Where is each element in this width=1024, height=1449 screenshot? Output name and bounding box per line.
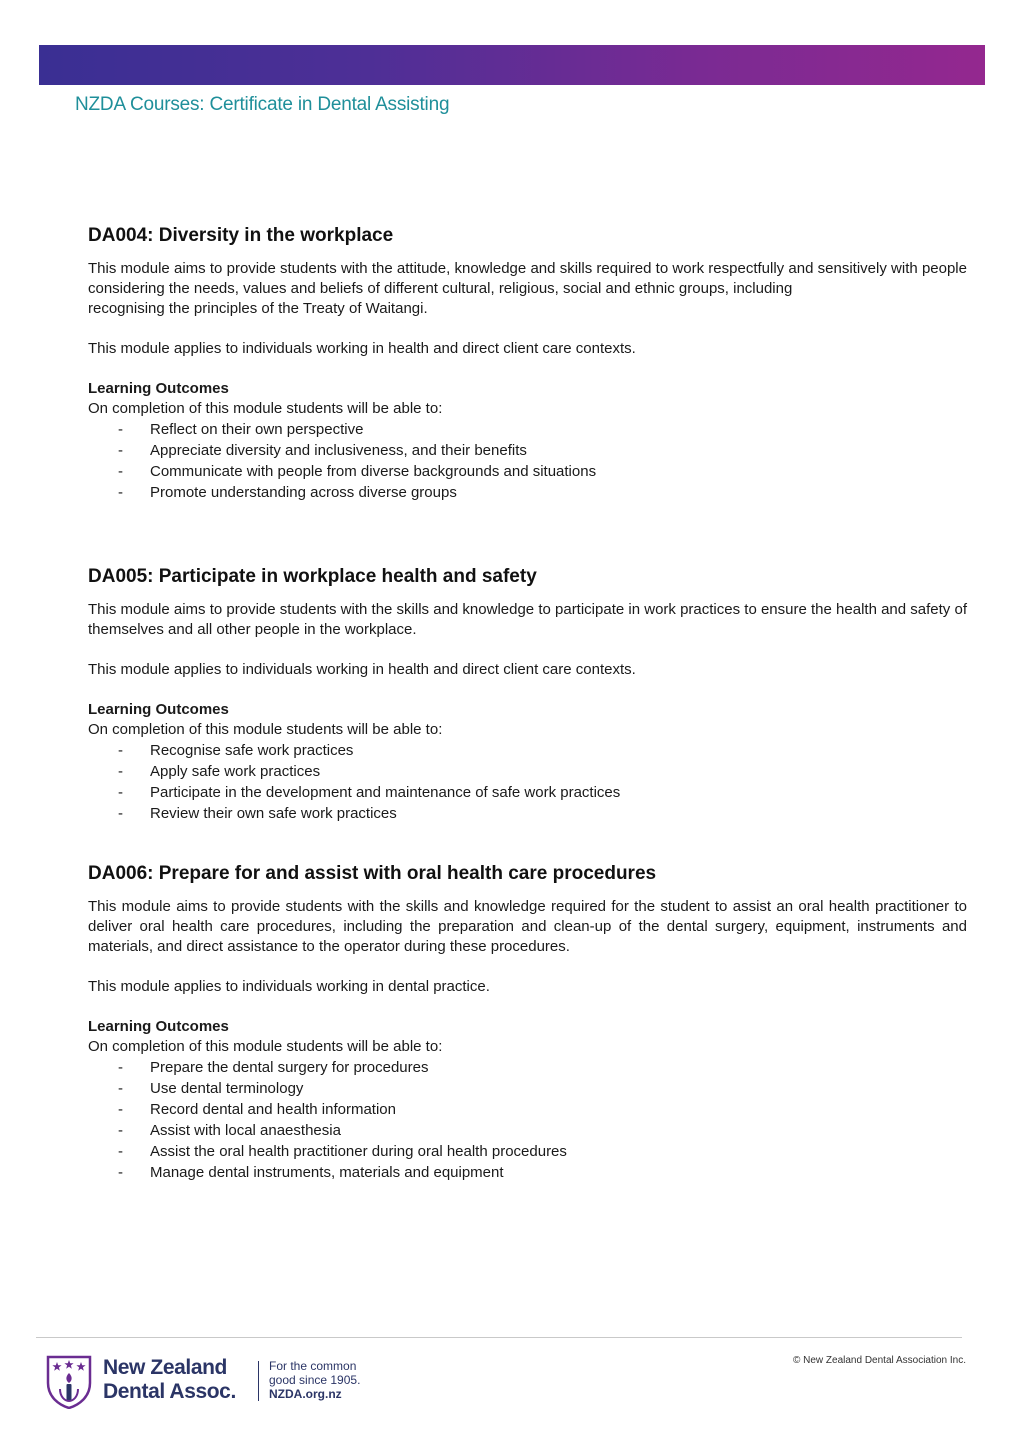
module-description <box>88 259 967 319</box>
outcome-item: - Recognise safe work practices <box>118 742 354 759</box>
learning-outcomes-title: Learning Outcomes <box>88 701 229 718</box>
outcomes-list <box>88 740 967 824</box>
outcome-item: - Appreciate diversity and inclusiveness, and their benefits <box>118 442 527 459</box>
module-applies: This module applies to individuals working in health and direct client care contexts. <box>88 661 636 678</box>
description-line: This module aims to provide students with the attitude, knowledge and skills required to work respectfully and sensitively with people considering the needs, values and beliefs of different cultural, religious, social and ethnic groups, including <box>88 260 967 297</box>
learning-outcomes-intro: On completion of this module students will be able to: <box>88 721 443 738</box>
logo-wordmark: New Zealand Dental Assoc. <box>103 1356 236 1403</box>
module-description: This module aims to provide students with the skills and knowledge to participate in work practices to ensure the health and safety of themselves and all other people in the workplace. <box>88 601 967 638</box>
module-heading: DA006: Prepare for and assist with oral health care procedures <box>88 863 657 884</box>
outcomes-list <box>88 419 967 503</box>
footer-divider <box>36 1337 962 1338</box>
outcome-item: - Prepare the dental surgery for procedures <box>118 1059 429 1076</box>
outcome-item: - Record dental and health information <box>118 1101 396 1118</box>
module-applies: This module applies to individuals working in health and direct client care contexts. <box>88 340 636 357</box>
outcome-item: - Participate in the development and maintenance of safe work practices <box>118 784 621 801</box>
module-heading: DA005: Participate in workplace health and safety <box>88 566 537 587</box>
description-line: recognising the principles of the Treaty of Waitangi. <box>88 300 428 317</box>
nzda-logo <box>45 1353 365 1411</box>
module-heading: DA004: Diversity in the workplace <box>88 225 394 246</box>
outcome-item: - Manage dental instruments, materials and equipment <box>118 1164 504 1181</box>
document-title: NZDA Courses: Certificate in Dental Assisting <box>75 94 450 115</box>
copyright-notice: © New Zealand Dental Association Inc. <box>792 1355 966 1366</box>
outcome-item: - Communicate with people from diverse backgrounds and situations <box>118 463 597 480</box>
module-da004 <box>88 225 967 503</box>
learning-outcomes-title: Learning Outcomes <box>88 1018 229 1035</box>
module-da005 <box>88 566 967 824</box>
outcome-item: - Review their own safe work practices <box>118 805 397 822</box>
website-link[interactable]: NZDA.org.nz <box>269 1387 342 1401</box>
outcome-item: - Use dental terminology <box>118 1080 304 1097</box>
nzda-shield-torch-stars-icon <box>45 1353 93 1409</box>
module-da006 <box>88 863 967 1183</box>
outcome-item: - Assist with local anaesthesia <box>118 1122 341 1139</box>
logo-tagline: For the common good since 1905. NZDA.org.nz <box>269 1359 361 1401</box>
outcome-item: - Promote understanding across diverse groups <box>118 484 457 501</box>
learning-outcomes-title: Learning Outcomes <box>88 380 229 397</box>
learning-outcomes-intro: On completion of this module students will be able to: <box>88 400 443 417</box>
outcome-item: - Assist the oral health practitioner during oral health procedures <box>118 1143 567 1160</box>
outcome-item: - Reflect on their own perspective <box>118 421 364 438</box>
logo-divider <box>258 1361 259 1401</box>
module-description: This module aims to provide students with the skills and knowledge required for the student to assist an oral health practitioner to deliver oral health care procedures, including the preparation and clean-up of the dental surgery, equipment, instruments and materials, and direct assistance to the operator during these procedures. <box>88 898 967 955</box>
outcomes-list <box>88 1057 967 1183</box>
outcome-item: - Apply safe work practices <box>118 763 321 780</box>
module-applies: This module applies to individuals working in dental practice. <box>88 978 490 995</box>
header-banner <box>39 45 985 85</box>
learning-outcomes-intro: On completion of this module students will be able to: <box>88 1038 443 1055</box>
